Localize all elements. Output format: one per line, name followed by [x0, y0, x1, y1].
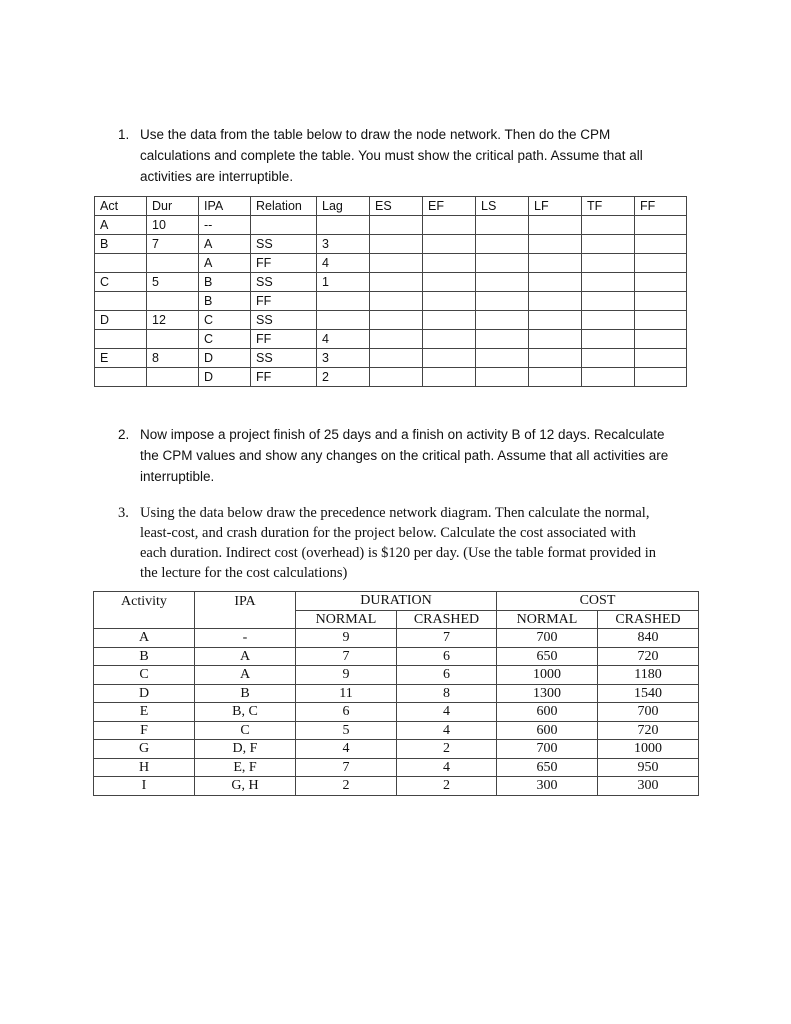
cell-ff: [635, 216, 687, 235]
question-3-line: Using the data below draw the precedence network diagram. Then calculate the normal,: [140, 505, 650, 521]
cell-act: E: [95, 349, 147, 368]
cell-ff: [635, 292, 687, 311]
header-ipa: IPA: [195, 592, 296, 611]
cell-ipa: D: [199, 368, 251, 387]
cell-normal-duration: 2: [296, 777, 397, 796]
header-duration: DURATION: [296, 592, 497, 611]
cell-normal-cost: 1300: [497, 684, 598, 703]
cell-dur: 7: [147, 235, 199, 254]
table-row: [95, 292, 687, 311]
cell-crashed-cost: 840: [598, 629, 699, 648]
cell-ls: [476, 311, 529, 330]
header-relation: Relation: [251, 197, 317, 216]
table-row: [95, 368, 687, 387]
cell-lag: 3: [317, 349, 370, 368]
cell-crashed-cost: 720: [598, 721, 699, 740]
cell-ls: [476, 254, 529, 273]
cell-es: [370, 330, 423, 349]
cost-table: [93, 591, 699, 796]
cell-tf: [582, 216, 635, 235]
cell-crashed-duration: 2: [397, 740, 497, 759]
cost-table-subheader-row: [94, 610, 699, 629]
cell-lag: 4: [317, 254, 370, 273]
table-row: [95, 254, 687, 273]
header-lf: LF: [529, 197, 582, 216]
cell-tf: [582, 254, 635, 273]
cell-crashed-duration: 6: [397, 647, 497, 666]
cell-ls: [476, 235, 529, 254]
cell-activity: F: [94, 721, 195, 740]
cell-activity: G: [94, 740, 195, 759]
cell-relation: SS: [251, 235, 317, 254]
header-ipa: IPA: [199, 197, 251, 216]
cell-relation: [251, 216, 317, 235]
cell-normal-duration: 5: [296, 721, 397, 740]
cell-ff: [635, 349, 687, 368]
cell-ipa: B, C: [195, 703, 296, 722]
cell-lf: [529, 273, 582, 292]
cell-ipa: B: [195, 684, 296, 703]
cell-crashed-duration: 8: [397, 684, 497, 703]
cell-activity: A: [94, 629, 195, 648]
cell-ipa: A: [195, 647, 296, 666]
cell-ef: [423, 330, 476, 349]
cell-act: [95, 254, 147, 273]
cell-lag: 2: [317, 368, 370, 387]
cell-ipa: A: [195, 666, 296, 685]
cell-ls: [476, 349, 529, 368]
cell-crashed-duration: 4: [397, 758, 497, 777]
cell-crashed-cost: 720: [598, 647, 699, 666]
cell-lag: [317, 311, 370, 330]
table-row: [95, 330, 687, 349]
cell-normal-duration: 7: [296, 647, 397, 666]
subheader-cost-normal: NORMAL: [497, 610, 598, 629]
cell-es: [370, 311, 423, 330]
cell-ef: [423, 349, 476, 368]
cell-ipa: D: [199, 349, 251, 368]
cell-ff: [635, 273, 687, 292]
cell-lag: 1: [317, 273, 370, 292]
cpm-table: [94, 196, 687, 387]
question-3-line: the lecture for the cost calculations): [140, 565, 348, 581]
cell-ef: [423, 311, 476, 330]
cell-act: [95, 368, 147, 387]
cell-crashed-cost: 1000: [598, 740, 699, 759]
question-3-text: [140, 503, 698, 583]
cell-ipa: B: [199, 273, 251, 292]
cell-tf: [582, 330, 635, 349]
cell-tf: [582, 368, 635, 387]
cell-lf: [529, 311, 582, 330]
cell-relation: FF: [251, 368, 317, 387]
cell-relation: SS: [251, 311, 317, 330]
cell-relation: FF: [251, 254, 317, 273]
cell-dur: [147, 254, 199, 273]
cell-crashed-duration: 6: [397, 666, 497, 685]
empty-cell: [94, 610, 195, 629]
cpm-table-header-row: [95, 197, 687, 216]
cell-ef: [423, 292, 476, 311]
table-row: [94, 740, 699, 759]
cell-relation: FF: [251, 330, 317, 349]
cell-dur: 8: [147, 349, 199, 368]
cell-dur: [147, 330, 199, 349]
cell-ef: [423, 273, 476, 292]
cell-dur: 12: [147, 311, 199, 330]
question-1-number: 1.: [118, 127, 130, 142]
question-2-text: [140, 424, 698, 487]
cell-lf: [529, 216, 582, 235]
cell-tf: [582, 292, 635, 311]
cell-normal-cost: 700: [497, 740, 598, 759]
table-row: [94, 629, 699, 648]
table-row: [94, 647, 699, 666]
cell-ipa: -: [195, 629, 296, 648]
cell-crashed-duration: 2: [397, 777, 497, 796]
cell-activity: H: [94, 758, 195, 777]
header-ff: FF: [635, 197, 687, 216]
cell-ipa: B: [199, 292, 251, 311]
header-act: Act: [95, 197, 147, 216]
cell-es: [370, 254, 423, 273]
question-2-line: interruptible.: [140, 469, 215, 484]
question-3-number: 3.: [118, 505, 129, 521]
cell-act: [95, 292, 147, 311]
header-lag: Lag: [317, 197, 370, 216]
cell-ff: [635, 330, 687, 349]
cell-ef: [423, 368, 476, 387]
cell-es: [370, 273, 423, 292]
cell-ipa: D, F: [195, 740, 296, 759]
table-row: [94, 666, 699, 685]
cell-dur: [147, 368, 199, 387]
header-es: ES: [370, 197, 423, 216]
table-row: [94, 721, 699, 740]
header-ef: EF: [423, 197, 476, 216]
cell-ipa: --: [199, 216, 251, 235]
header-dur: Dur: [147, 197, 199, 216]
cost-table-header-row: [94, 592, 699, 611]
cell-normal-cost: 1000: [497, 666, 598, 685]
cell-act: B: [95, 235, 147, 254]
cell-ff: [635, 311, 687, 330]
header-activity: Activity: [94, 592, 195, 611]
cell-normal-duration: 11: [296, 684, 397, 703]
subheader-duration-crashed: CRASHED: [397, 610, 497, 629]
cell-normal-duration: 9: [296, 666, 397, 685]
cell-ef: [423, 254, 476, 273]
cell-ef: [423, 235, 476, 254]
question-1-line: Use the data from the table below to draw the node network. Then do the CPM: [140, 127, 611, 142]
cell-normal-cost: 650: [497, 758, 598, 777]
cell-ff: [635, 368, 687, 387]
cell-dur: 5: [147, 273, 199, 292]
header-tf: TF: [582, 197, 635, 216]
cell-ipa: C: [195, 721, 296, 740]
cell-es: [370, 368, 423, 387]
subheader-cost-crashed: CRASHED: [598, 610, 699, 629]
cell-es: [370, 216, 423, 235]
cell-ls: [476, 216, 529, 235]
cell-crashed-duration: 4: [397, 721, 497, 740]
header-cost: COST: [497, 592, 699, 611]
cell-lag: 3: [317, 235, 370, 254]
cell-lf: [529, 349, 582, 368]
cell-ipa: C: [199, 311, 251, 330]
cell-ls: [476, 273, 529, 292]
table-row: [94, 684, 699, 703]
cell-activity: D: [94, 684, 195, 703]
question-1-line: activities are interruptible.: [140, 169, 294, 184]
cell-act: [95, 330, 147, 349]
cell-lf: [529, 330, 582, 349]
table-row: [94, 703, 699, 722]
cell-crashed-cost: 700: [598, 703, 699, 722]
cell-ff: [635, 254, 687, 273]
cell-ls: [476, 330, 529, 349]
cell-es: [370, 235, 423, 254]
cell-crashed-cost: 950: [598, 758, 699, 777]
empty-cell: [195, 610, 296, 629]
cell-lf: [529, 254, 582, 273]
cell-lf: [529, 368, 582, 387]
cell-ipa: E, F: [195, 758, 296, 777]
cell-act: C: [95, 273, 147, 292]
cell-ls: [476, 368, 529, 387]
question-1-line: calculations and complete the table. You must show the critical path. Assume that all: [140, 148, 643, 163]
cell-lf: [529, 235, 582, 254]
cell-ipa: A: [199, 254, 251, 273]
question-3-line: least-cost, and crash duration for the project below. Calculate the cost associated with: [140, 525, 636, 541]
table-row: [95, 216, 687, 235]
cell-activity: E: [94, 703, 195, 722]
cell-normal-cost: 600: [497, 721, 598, 740]
cell-es: [370, 292, 423, 311]
cell-crashed-cost: 1180: [598, 666, 699, 685]
cell-crashed-duration: 7: [397, 629, 497, 648]
cell-crashed-duration: 4: [397, 703, 497, 722]
cell-lag: 4: [317, 330, 370, 349]
header-ls: LS: [476, 197, 529, 216]
cell-relation: SS: [251, 273, 317, 292]
cell-normal-duration: 6: [296, 703, 397, 722]
cell-tf: [582, 311, 635, 330]
cell-crashed-cost: 1540: [598, 684, 699, 703]
table-row: [94, 777, 699, 796]
cell-normal-duration: 4: [296, 740, 397, 759]
cell-dur: [147, 292, 199, 311]
cell-ls: [476, 292, 529, 311]
cell-normal-duration: 9: [296, 629, 397, 648]
cell-activity: I: [94, 777, 195, 796]
question-3-line: each duration. Indirect cost (overhead) is $120 per day. (Use the table format provided in: [140, 545, 657, 561]
subheader-duration-normal: NORMAL: [296, 610, 397, 629]
cell-ff: [635, 235, 687, 254]
cell-dur: 10: [147, 216, 199, 235]
cell-crashed-cost: 300: [598, 777, 699, 796]
cell-activity: B: [94, 647, 195, 666]
cell-lag: [317, 216, 370, 235]
table-row: [95, 349, 687, 368]
cell-normal-cost: 700: [497, 629, 598, 648]
cell-normal-cost: 650: [497, 647, 598, 666]
cell-normal-cost: 600: [497, 703, 598, 722]
cell-ef: [423, 216, 476, 235]
cell-ipa: A: [199, 235, 251, 254]
cell-lf: [529, 292, 582, 311]
cell-normal-duration: 7: [296, 758, 397, 777]
cell-act: D: [95, 311, 147, 330]
table-row: [94, 758, 699, 777]
cell-ipa: C: [199, 330, 251, 349]
question-2-number: 2.: [118, 427, 130, 442]
cell-act: A: [95, 216, 147, 235]
question-1-text: [140, 124, 698, 187]
cell-normal-cost: 300: [497, 777, 598, 796]
cell-tf: [582, 273, 635, 292]
table-row: [95, 235, 687, 254]
question-2-line: Now impose a project finish of 25 days and a finish on activity B of 12 days. Recalculate: [140, 427, 665, 442]
cell-es: [370, 349, 423, 368]
table-row: [95, 311, 687, 330]
cell-ipa: G, H: [195, 777, 296, 796]
question-2-line: the CPM values and show any changes on the critical path. Assume that all activities are: [140, 448, 669, 463]
cell-tf: [582, 235, 635, 254]
cell-relation: SS: [251, 349, 317, 368]
table-row: [95, 273, 687, 292]
cell-tf: [582, 349, 635, 368]
cell-relation: FF: [251, 292, 317, 311]
cell-lag: [317, 292, 370, 311]
cell-activity: C: [94, 666, 195, 685]
